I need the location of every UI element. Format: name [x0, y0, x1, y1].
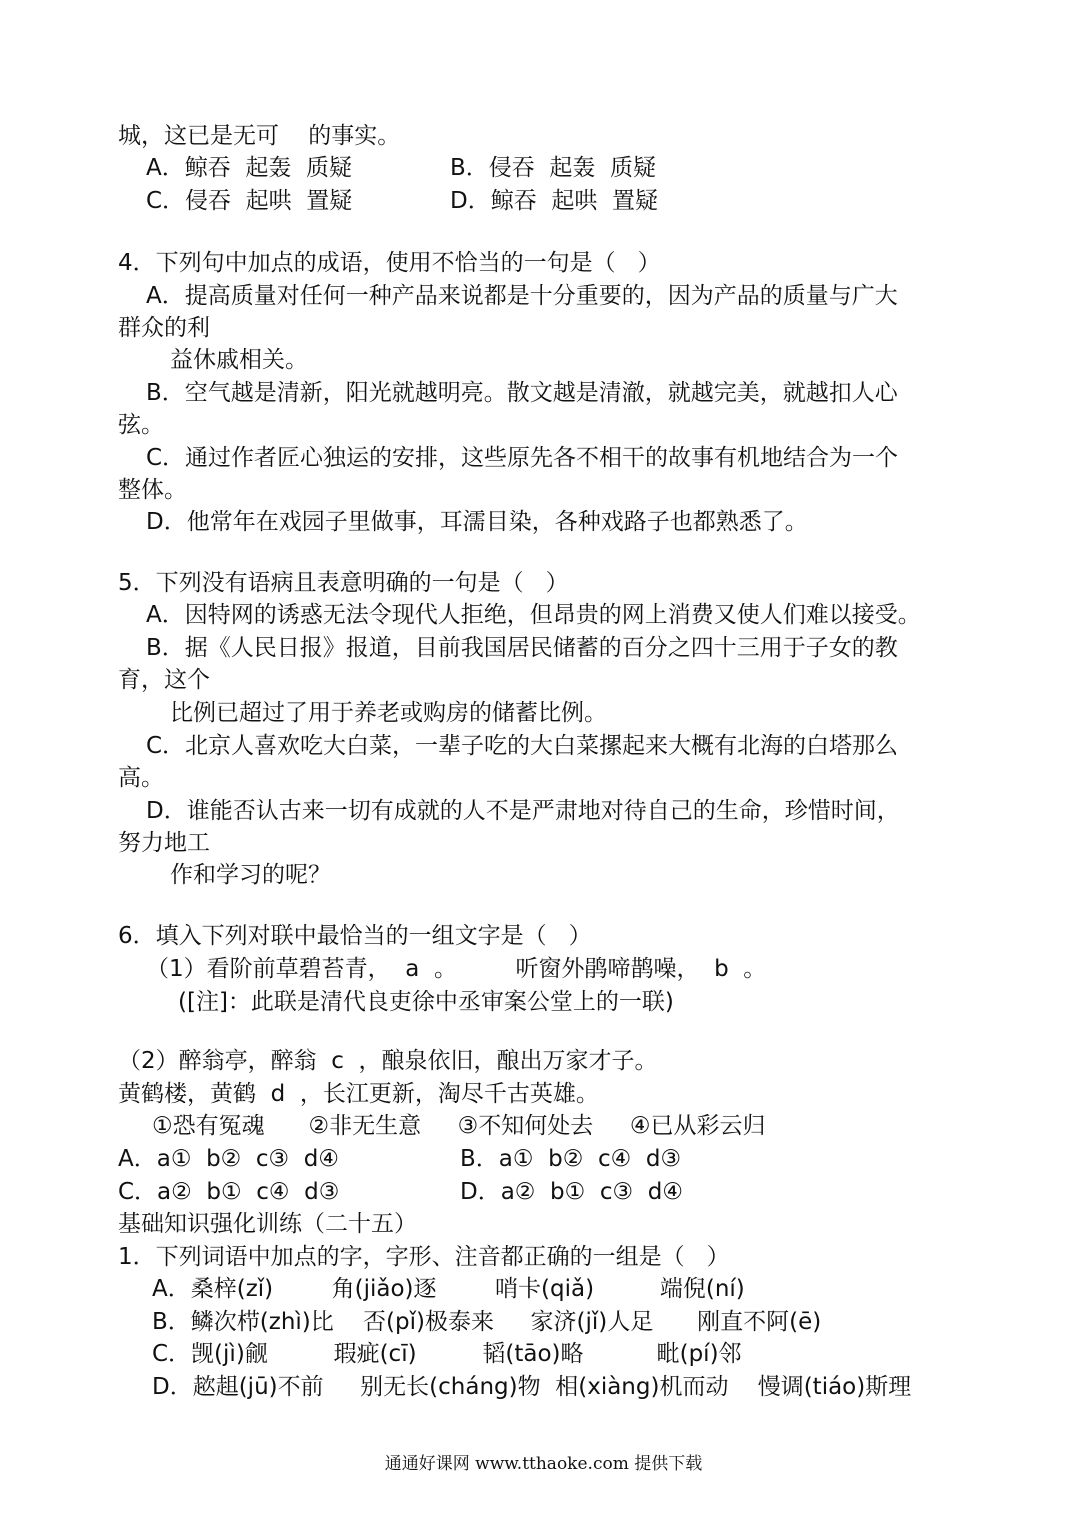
text-line: 育，这个 — [118, 667, 210, 693]
text-line: ①恐有冤魂 ②非无生意 ③不知何处去 ④已从彩云归 — [152, 1113, 766, 1139]
text-line: （1）看阶前草碧苔青， a 。 听窗外鹃啼鹊噪， b 。 — [146, 956, 767, 982]
text-line: 作和学习的呢？ — [170, 862, 331, 888]
text-line: D．a② b① c③ d④ — [460, 1179, 683, 1205]
page-footer: 通通好课网 www.tthaoke.com 提供下载 — [384, 1454, 703, 1474]
text-line: （2）醉翁亭，醉翁 c ，酿泉依旧，酿出万家才子。 — [118, 1048, 658, 1074]
text-line: 5．下列没有语病且表意明确的一句是（ ） — [118, 570, 569, 596]
text-line: 益休戚相关。 — [170, 347, 308, 373]
text-line: A．因特网的诱惑无法令现代人拒绝，但昂贵的网上消费又使人们难以接受。 — [146, 602, 921, 628]
text-line: 弦。 — [118, 412, 164, 438]
text-line: C．a② b① c④ d③ — [118, 1179, 340, 1205]
text-line: D．鲸吞 起哄 置疑 — [450, 188, 658, 214]
text-line: C．通过作者匠心独运的安排，这些原先各不相干的故事有机地结合为一个 — [146, 445, 899, 471]
text-line: 6．填入下列对联中最恰当的一组文字是（ ） — [118, 923, 592, 949]
text-line: B．据《人民日报》报道，目前我国居民储蓄的百分之四十三用于子女的教 — [146, 635, 898, 661]
text-line: C．侵吞 起哄 置疑 — [146, 188, 353, 214]
text-line: 整体。 — [118, 477, 187, 503]
text-line: A．桑梓(zǐ) 角(jiǎo)逐 哨卡(qiǎ) 端倪(ní) — [152, 1276, 745, 1302]
text-line: C．觊(jì)觎 瑕疵(cī) 韬(tāo)略 毗(pí)邻 — [152, 1341, 742, 1367]
text-line: D．他常年在戏园子里做事，耳濡目染，各种戏路子也都熟悉了。 — [146, 509, 808, 535]
text-line: C．北京人喜欢吃大白菜，一辈子吃的大白菜摞起来大概有北海的白塔那么 — [146, 733, 899, 759]
text-line: ([注]：此联是清代良吏徐中丞审案公堂上的一联) — [178, 989, 674, 1015]
text-line: 城，这已是无可 的事实。 — [118, 123, 401, 149]
text-line: 4．下列句中加点的成语，使用不恰当的一句是（ ） — [118, 250, 661, 276]
text-line: B．侵吞 起轰 质疑 — [450, 155, 657, 181]
text-line: D．谁能否认古来一切有成就的人不是严肃地对待自己的生命，珍惜时间， — [146, 798, 900, 824]
text-line: A．a① b② c③ d④ — [118, 1146, 340, 1172]
text-line: 1．下列词语中加点的字，字形、注音都正确的一组是（ ） — [118, 1244, 730, 1270]
text-line: 黄鹤楼，黄鹤 d ，长江更新，淘尽千古英雄。 — [118, 1081, 599, 1107]
text-line: B．a① b② c④ d③ — [460, 1146, 682, 1172]
text-line: 努力地工 — [118, 830, 210, 856]
text-line: B．空气越是清新，阳光就越明亮。散文越是清澈，就越完美，就越扣人心 — [146, 380, 898, 406]
text-line: B．鳞次栉(zhì)比 否(pǐ)极泰来 家济(jǐ)人足 刚直不阿(ē) — [152, 1309, 822, 1335]
text-line: 比例已超过了用于养老或购房的储蓄比例。 — [170, 700, 607, 726]
text-line: A．鲸吞 起轰 质疑 — [146, 155, 352, 181]
text-line: D．趑趄(jū)不前 别无长(cháng)物 相(xiàng)机而动 慢调(tiáo)斯理 — [152, 1374, 912, 1400]
text-line: 群众的利 — [118, 315, 210, 341]
text-line: A．提高质量对任何一种产品来说都是十分重要的，因为产品的质量与广大 — [146, 283, 898, 309]
text-line: 高。 — [118, 765, 164, 791]
text-line: 基础知识强化训练（二十五） — [118, 1211, 417, 1237]
